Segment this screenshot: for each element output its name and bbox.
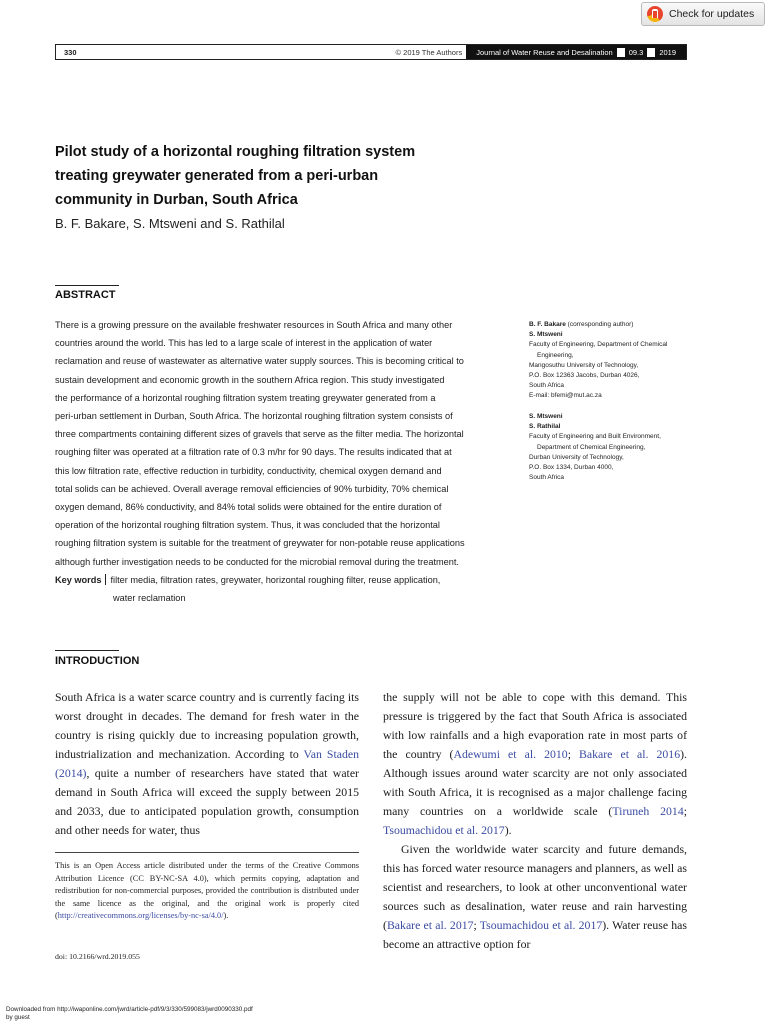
abstract-line: There is a growing pressure on the available freshwater resources in South Africa and many other [55, 320, 453, 330]
affil-line: Department of Chemical Engineering, [537, 443, 646, 451]
keywords-values: filter media, filtration rates, greywater, horizontal roughing filter, reuse application, [110, 574, 441, 585]
affil-line: South Africa [529, 382, 565, 390]
abstract-body [55, 316, 509, 607]
article-title [55, 140, 495, 212]
check-for-updates-label: Check for updates [669, 8, 755, 20]
author-name: S. Rathilal [529, 423, 561, 431]
citation-link[interactable]: Bakare et al. 2017 [386, 918, 474, 932]
paragraph: South Africa is a water scarce country and is currently facing its worst drought in decades. The demand for fresh water in the country is rising quickly due to increasing population growth, industrialization and mechanization. According to Van Staden (2014), quite a number of researchers have stated that water demand in South Africa will exceed the supply between 2015 and 2033, due to anticipated population growth, consumption and other needs for water, thus [55, 690, 360, 837]
keywords-continued: water reclamation [113, 593, 186, 604]
running-header [55, 44, 687, 60]
journal-banner [466, 45, 686, 59]
journal-issue: 09.3 [628, 47, 644, 57]
keywords-label: Key words [55, 574, 102, 585]
affil-line: Durban University of Technology, [529, 453, 624, 461]
doi[interactable]: doi: 10.2166/wrd.2019.055 [55, 952, 140, 961]
abstract-line: three compartments containing different sizes of gravels that serve as the filter media. The horizontal [55, 429, 464, 440]
abstract-line: the performance of a horizontal roughing filtration system treating greywater generated from a [55, 392, 436, 403]
title-line: Pilot study of a horizontal roughing filtration system [55, 144, 416, 160]
keywords [55, 571, 509, 589]
affil-line: P.O. Box 1334, Durban 4000, [529, 464, 614, 472]
author-name: S. Mtsweni [529, 331, 563, 339]
citation-link[interactable]: Van Staden (2014) [55, 747, 360, 780]
abstract-heading: ABSTRACT [55, 289, 116, 301]
affil-line: P.O. Box 12363 Jacobs, Durban 4026, [529, 372, 640, 380]
footnote-divider [55, 852, 359, 853]
abstract-line: operation of the horizontal roughing filtration system. Thus, it was concluded that the horizontal [55, 520, 440, 531]
check-for-updates-button[interactable] [641, 2, 765, 26]
citation-link[interactable]: Adewumi et al. 2010 [453, 747, 568, 761]
author-name: B. F. Bakare [529, 321, 566, 328]
affil-line: Faculty of Engineering, Department of Chemical [529, 341, 668, 349]
affil-line: Mangosuthu University of Technology, [529, 361, 639, 369]
author-list: B. F. Bakare, S. Mtsweni and S. Rathilal [55, 216, 285, 231]
title-line: treating greywater generated from a peri-urban [55, 168, 379, 184]
journal-name: Journal of Water Reuse and Desalination [476, 47, 613, 57]
abstract-line: total solids can be achieved. Overall average removal efficiencies of 90% turbidity, 70% chemical [55, 483, 449, 494]
copyright-notice: © 2019 The Authors [395, 47, 463, 57]
license-footnote: This is an Open Access article distributed under the terms of the Creative Commons Attribution Licence (CC BY-NC-SA 4.0), which permits copying, adaptation and redistribution for non-commercial purposes, provided the contribution is distributed under the same licence as the original, and the original work is properly cited (http://creativecommons.org/licenses/by-nc-sa/4.0/). [55, 861, 359, 920]
section-divider [55, 650, 119, 651]
paragraph: Given the worldwide water scarcity and future demands, this has forced water resource managers and planners, as well as scientist and researchers, to look at other unconventional water sources such as desalination, water reuse and rain harvesting (Bakare et al. 2017; Tsoumachidou et al. 2017). Water reuse has become an attractive option for [383, 842, 687, 951]
abstract-line: countries around the world. This has led to a large scale of interest in the application of water [55, 338, 433, 349]
author-role: (corresponding author) [565, 321, 634, 328]
affiliation-block-2 [529, 412, 699, 483]
citation-link[interactable]: Bakare et al. 2016 [579, 747, 681, 761]
intro-column-right [383, 688, 687, 954]
abstract-line: sustain development and economic growth in the southern Africa region. This study investigated [55, 374, 445, 385]
introduction-heading: INTRODUCTION [55, 655, 140, 667]
section-divider [55, 285, 119, 286]
abstract-line: oxygen demand, 86% conductivity, and 84% total solids were obtained for the entire duration of [55, 502, 442, 513]
license-link[interactable]: http://creativecommons.org/licenses/by-nc-sa/4.0/ [57, 911, 224, 920]
download-line: by guest [6, 1014, 30, 1021]
abstract-line: roughing filter was operated at a filtration rate of 0.3 m/hr for 90 days. The results indicated that at [55, 447, 452, 458]
affil-line: South Africa [529, 474, 565, 482]
citation-link[interactable]: Tsoumachidou et al. 2017 [383, 823, 505, 837]
citation-link[interactable]: Tiruneh 2014 [612, 804, 684, 818]
page-number: 330 [64, 47, 77, 57]
abstract-line: roughing filtration system is suitable for the treatment of greywater for non-potable reuse applications [55, 538, 465, 549]
download-line: Downloaded from http://iwaponline.com/jwrd/article-pdf/9/3/330/599083/jwrd0090330.pdf [6, 1006, 253, 1013]
abstract-line: peri-urban settlement in Durban, South Africa. The horizontal roughing filtration system consists of [55, 411, 453, 422]
affil-line: Faculty of Engineering and Built Environment, [529, 433, 661, 441]
abstract-line: reclamation and reuse of wastewater as alternative water supply sources. This is becoming critical to [55, 356, 464, 367]
affiliation-block-1 [529, 320, 699, 402]
download-watermark [6, 1006, 346, 1022]
affil-line: Engineering, [537, 351, 574, 359]
paragraph: the supply will not be able to cope with this demand. This pressure is triggered by the fact that South Africa is associated with low rainfalls and a high evaporation rate in most parts of the country (Adewumi et al. 2010; Bakare et al. 2016). Although issues around water scarcity are not only associated with South Africa, it is recognised as a major challenge facing many countries on a worldwide scale (Tiruneh 2014; Tsoumachidou et al. 2017). [383, 690, 687, 837]
abstract-line: although further investigation needs to be conducted for the microbial removal during the treatment. [55, 556, 459, 567]
title-line: community in Durban, South Africa [55, 192, 298, 208]
journal-year: 2019 [659, 47, 676, 57]
intro-column-left [55, 688, 359, 840]
author-name: S. Mtsweni [529, 413, 563, 420]
affil-email[interactable]: E-mail: bfemi@mut.ac.za [529, 392, 602, 400]
abstract-line: this low filtration rate, effective reduction in turbidity, conductivity, chemical oxygen demand and [55, 465, 442, 476]
crossmark-icon [647, 6, 663, 22]
citation-link[interactable]: Tsoumachidou et al. 2017 [479, 918, 603, 932]
